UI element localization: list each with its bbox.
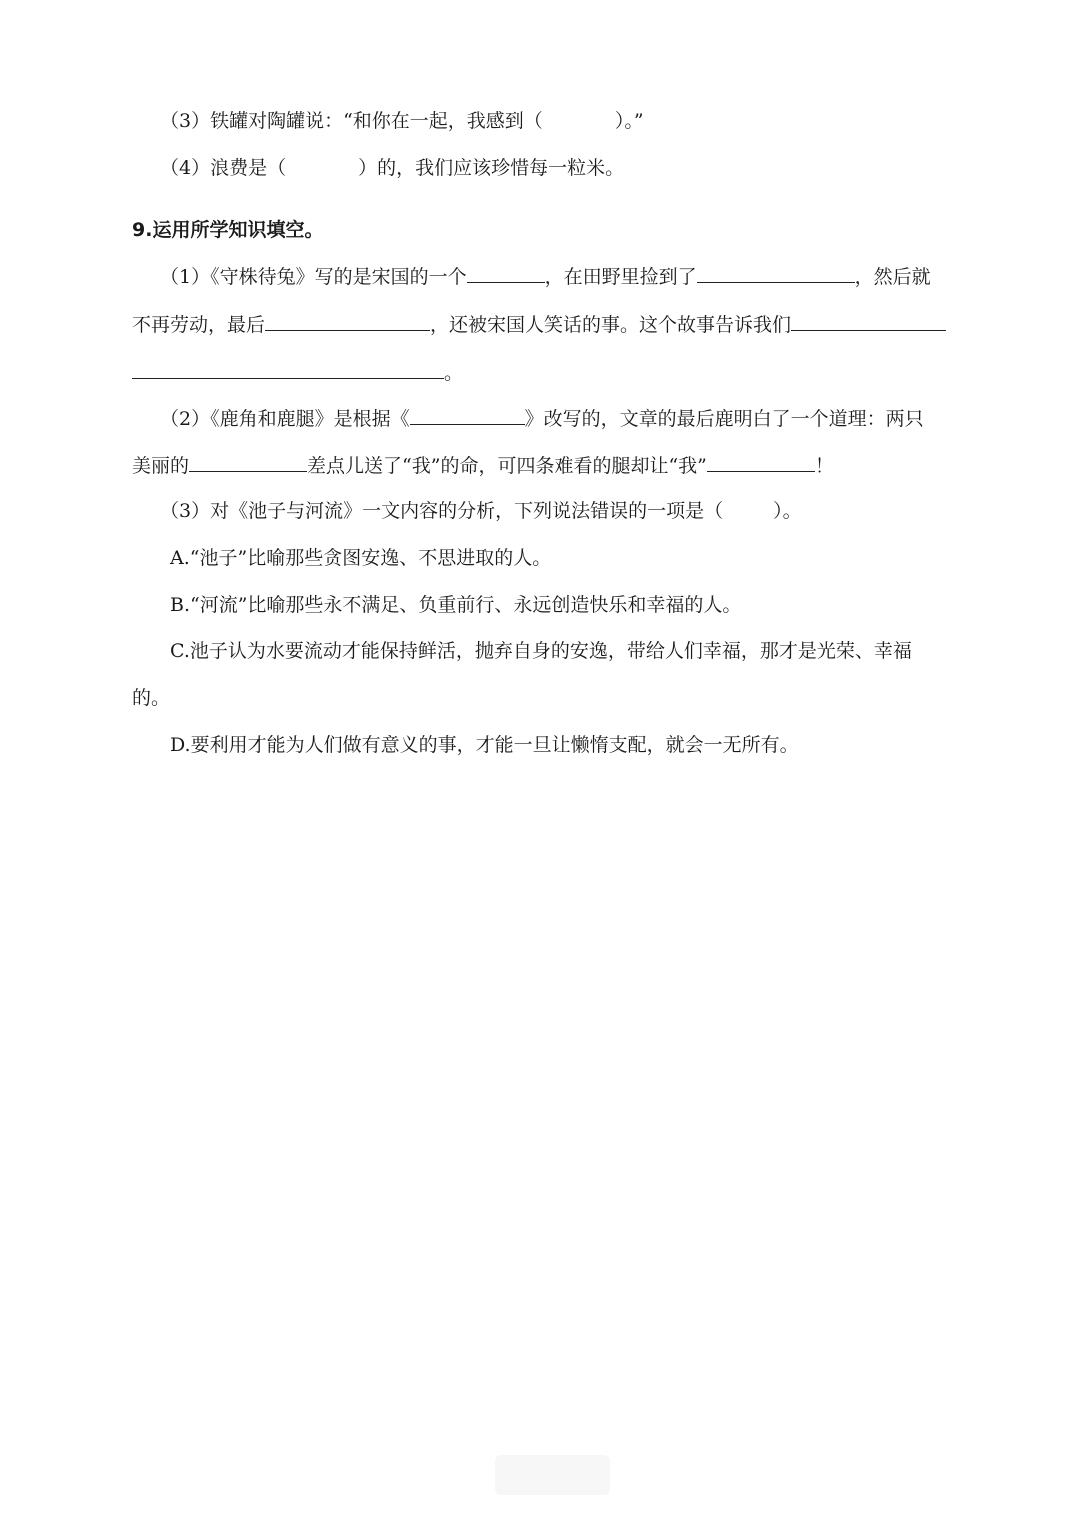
answer-blank[interactable] [697, 262, 855, 283]
q8-item4-text: 浪费是（ [210, 157, 287, 179]
answer-blank[interactable] [132, 358, 444, 379]
text: （3）对《池子与河流》一文内容的分析，下列说法错误的一项是（ [160, 500, 724, 522]
answer-blank[interactable] [791, 310, 946, 331]
q9-item1-line2 [132, 310, 946, 339]
q9-item1-line3 [132, 358, 463, 387]
answer-blank[interactable] [467, 262, 545, 283]
option-c: C.池子认为水要流动才能保持鲜活，抛弃自身的安逸，带给人们幸福，那才是光荣、幸福 [170, 640, 912, 662]
option-d: D.要利用才能为人们做有意义的事，才能一旦让懒惰支配，就会一无所有。 [170, 734, 799, 756]
answer-blank[interactable] [265, 310, 430, 331]
option-c-continued: 的。 [132, 687, 171, 709]
q8-item4 [160, 154, 624, 182]
item-number: （4） [160, 157, 211, 179]
text: 美丽的 [132, 455, 190, 477]
text: ，然后就 [854, 266, 931, 288]
q8-item3-text: 铁罐对陶罐说：“和你在一起，我感到（ [210, 110, 543, 132]
text: （2）《鹿角和鹿腿》是根据《 [160, 408, 410, 430]
text: 不再劳动，最后 [132, 314, 266, 336]
option-a: A.“池子”比喻那些贪图安逸、不思进取的人。 [170, 547, 552, 569]
text: 差点儿送了“我”的命，可四条难看的腿却让“我” [307, 455, 707, 477]
q9-item2-line1 [160, 404, 924, 433]
text: ，还被宋国人笑话的事。这个故事告诉我们 [430, 314, 792, 336]
q9-item3-stem [160, 497, 802, 525]
text: ）。 [773, 500, 802, 522]
text: ！ [814, 455, 834, 477]
option-b: B.“河流”比喻那些永不满足、负重前行、永远创造快乐和幸福的人。 [170, 594, 742, 616]
question-title: 9.运用所学知识填空。 [132, 219, 324, 241]
q9-item1-line1 [160, 262, 931, 291]
answer-blank[interactable] [707, 451, 815, 472]
text: 。 [444, 362, 464, 384]
q8-item4-text-end: ）的，我们应该珍惜每一粒米。 [358, 157, 625, 179]
q8-item3 [160, 107, 644, 135]
item-number: （3） [160, 110, 211, 132]
answer-blank[interactable] [410, 404, 525, 425]
text: ，在田野里捡到了 [544, 266, 697, 288]
watermark-smudge [495, 1455, 610, 1495]
q8-item3-text-end: ）。” [614, 110, 644, 132]
text: （1）《守株待兔》写的是宋国的一个 [160, 266, 467, 288]
text: 》改写的，文章的最后鹿明白了一个道理：两只 [524, 408, 924, 430]
answer-blank[interactable] [189, 451, 307, 472]
q9-item2-line2 [132, 451, 834, 480]
